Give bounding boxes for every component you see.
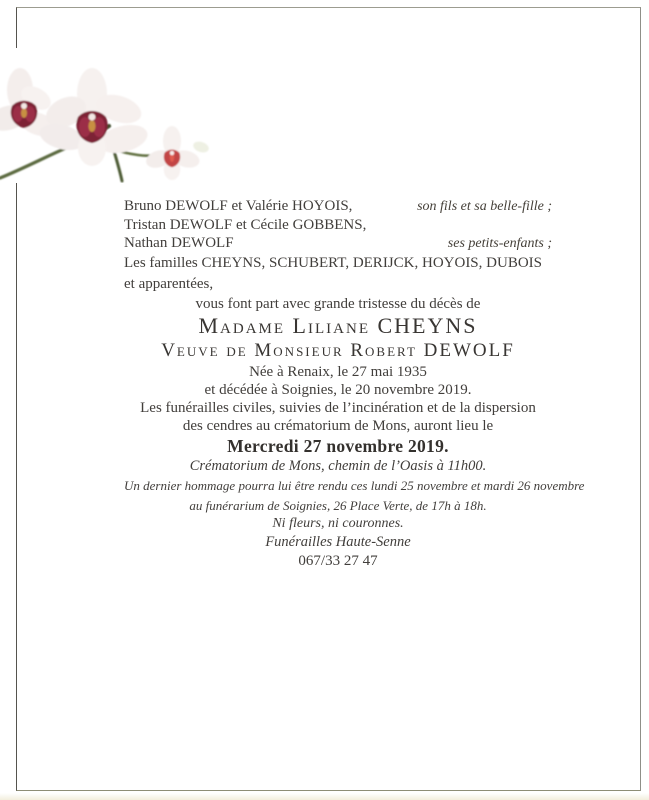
death-line: et décédée à Soignies, le 20 novembre 2019. <box>204 382 472 398</box>
tribute-paragraph <box>124 476 585 515</box>
families-paragraph <box>124 253 552 295</box>
bottom-edge-shading <box>0 793 649 800</box>
relation-label: son fils et sa belle-fille ; <box>417 199 552 214</box>
relative-names: Nathan DEWOLF <box>124 235 234 251</box>
tribute-line-1: Un dernier hommage pourra lui être rendu ces lundi 25 novembre et mardi 26 novembre <box>124 478 585 493</box>
funeral-line-2: des cendres au crématorium de Mons, auront lieu le <box>182 418 494 434</box>
funeral-date: Mercredi 27 novembre 2019. <box>227 436 449 456</box>
tribute-line-2: au funérarium de Soignies, 26 Place Verte, de 17h à 18h. <box>189 497 487 513</box>
birth-line: Née à Renaix, le 27 mai 1935 <box>249 364 427 380</box>
relation-label: ses petits-enfants ; <box>447 236 552 251</box>
relatives-row <box>124 216 552 234</box>
deceased-name: Madame Liliane CHEYNS <box>198 313 478 338</box>
relatives-row <box>124 234 552 253</box>
relative-names: Bruno DEWOLF et Valérie HOYOIS, <box>124 198 353 214</box>
funeral-home-phone: 067/33 27 47 <box>298 553 378 569</box>
funeral-home-name: Funérailles Haute-Senne <box>265 534 411 550</box>
funeral-home-block <box>124 533 552 571</box>
no-flowers-line: Ni fleurs, ni couronnes. <box>272 516 404 531</box>
relative-names: Tristan DEWOLF et Cécile GOBBENS, <box>124 217 367 233</box>
orchid-photo <box>0 48 270 183</box>
birth-death-paragraph <box>124 363 552 399</box>
funeral-paragraph <box>124 399 552 435</box>
deceased-widow-of: Veuve de Monsieur Robert DEWOLF <box>161 340 515 361</box>
relatives-row <box>124 197 552 216</box>
funeral-line-1: Les funérailles civiles, suivies de l’incinération et de la dispersion <box>140 400 536 416</box>
announcement-body <box>124 197 585 571</box>
announcement-line: vous font part avec grande tristesse du décès de <box>195 296 481 312</box>
funeral-location: Crématorium de Mons, chemin de l’Oasis à 11h00. <box>189 458 487 474</box>
families-line-1: Les familles CHEYNS, SCHUBERT, DERIJCK, HOYOIS, DUBOIS <box>124 255 542 271</box>
families-line-2: et apparentées, <box>124 276 214 292</box>
